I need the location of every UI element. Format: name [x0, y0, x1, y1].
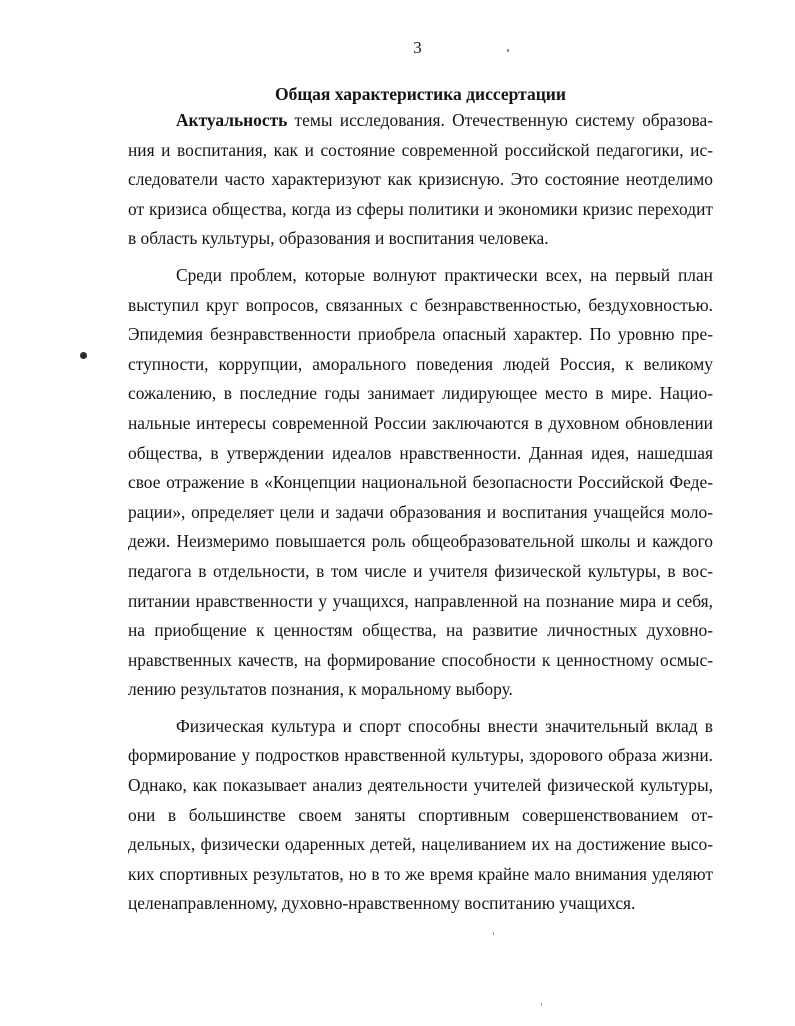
- body-text: [128, 106, 713, 919]
- paragraph-lead-term: Актуальность: [176, 110, 288, 130]
- paragraph-text: темы исследования. Отечественную систему образования и воспитания, как и состояние современной российской педагогики, исследователи часто характеризуют как кризисную. Это состояние неотделимо от кризиса общества, когда из сферы политики и экономики кризис переходит в область культуры, образования и воспитания человека.: [128, 110, 713, 249]
- page-number: 3: [413, 38, 422, 57]
- scan-speck: [493, 932, 494, 935]
- scan-speck: [507, 49, 509, 52]
- paragraph-problems: Среди проблем, которые волнуют практически всех, на первый план выступил круг вопросов, связанных с безнравственностью, бездуховностью. Эпидемия безнравственности приобрела опасный характер. По уровню преступности, коррупции, аморального поведения людей Россия, к великому сожалению, в последние годы занимает лидирующее место в мире. Национальные интересы современной России заключаются в духовном обновлении общества, в утверждении идеалов нравственности. Данная идея, нашедшая свое отражение в «Концепции национальной безопасности Российской Федерации», определяет цели и задачи образования и воспитания учащейся молодежи. Неизмеримо повышается роль общеобразовательной школы и каждого педагога в отдельности, в том числе и учителя физической культуры, в воспитании нравственности у учащихся, направленной на познание мира и себя, на приобщение к ценностям общества, на развитие личностных духовно-нравственных качеств, на формирование способности к ценностному осмыслению результатов познания, к моральному выбору.: [128, 264, 713, 700]
- margin-dot-mark: [80, 352, 87, 359]
- paragraph-physical-culture: Физическая культура и спорт способны внести значительный вклад в формирование у подростков нравственной культуры, здорового образа жизни. Однако, как показывает анализ деятельности учителей физической культуры, они в большинстве своем заняты спортивным совершенствованием отдельных, физически одаренных детей, нацеливанием их на достижение высоких спортивных результатов, но в то же время крайне мало внимания уделяют целенаправленному, духовно-нравственному воспитанию учащихся.: [128, 715, 713, 914]
- scan-speck: [541, 1003, 542, 1006]
- section-title: Общая характеристика диссертации: [275, 84, 566, 104]
- paragraph-relevance: [128, 106, 713, 254]
